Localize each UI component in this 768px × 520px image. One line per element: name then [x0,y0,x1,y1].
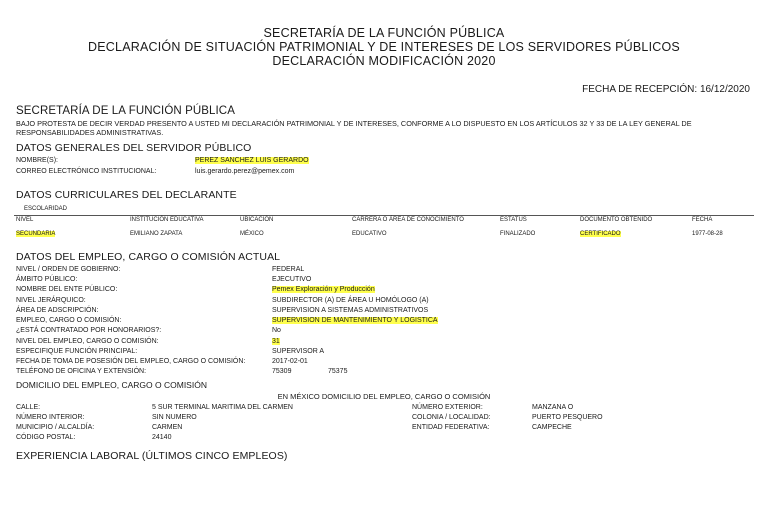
correo-label: CORREO ELECTRÓNICO INSTITUCIONAL: [16,168,157,175]
col-header-institucion: INSTITUCIÓN EDUCATIVA [130,217,204,223]
empleo-value: SUPERVISION DE MANTENIMIENTO Y LOGISTICA [272,317,438,324]
domicilio-label: NÚMERO EXTERIOR: [412,404,483,411]
domicilio-label: ENTIDAD FEDERATIVA: [412,424,490,431]
empleo-value: 31 [272,338,280,345]
cell-estatus: FINALIZADO [500,231,536,237]
empleo-value: FEDERAL [272,266,305,273]
cell-institucion: EMILIANO ZAPATA [130,231,183,237]
domicilio-label: MUNICIPIO / ALCALDÍA: [16,424,95,431]
domicilio-label: CÓDIGO POSTAL: [16,434,76,441]
domicilio-value: MANZANA O [532,404,574,411]
empleo-label: TELÉFONO DE OFICINA Y EXTENSIÓN: [16,368,147,375]
empleo-label: ÁMBITO PÚBLICO: [16,276,78,283]
empleo-label: FECHA DE TOMA DE POSESIÓN DEL EMPLEO, CARGO O COMISIÓN: [16,358,246,365]
empleo-value: Pemex Exploración y Producción [272,286,375,293]
curriculares-title: DATOS CURRICULARES DEL DECLARANTE [16,189,237,201]
fecha-recepcion: FECHA DE RECEPCIÓN: 16/12/2020 [582,84,750,95]
empleo-label: ÁREA DE ADSCRIPCIÓN: [16,307,99,314]
header-line-3: DECLARACIÓN MODIFICACIÓN 2020 [272,54,496,68]
intro-text: BAJO PROTESTA DE DECIR VERDAD PRESENTO A USTED MI DECLARACIÓN PATRIMONIAL Y DE INTERESES, CONFORME A LO DISPUESTO EN LOS ARTÍCULOS 32 Y 33 DE LA LEY GENERAL DE RESPONSABILIDADES ADMINISTRATIVAS. [16,119,692,137]
empleo-label: EMPLEO, CARGO O COMISIÓN: [16,317,122,324]
nombre-label: NOMBRE(S): [16,157,58,164]
domicilio-value: 5 SUR TERMINAL MARITIMA DEL CARMEN [152,404,293,411]
empleo-value-extension: 75375 [328,368,348,375]
correo-value: luis.gerardo.perez@pemex.com [195,168,295,175]
domicilio-title: DOMICILIO DEL EMPLEO, CARGO O COMISIÓN [16,380,207,390]
col-header-ubicacion: UBICACIÓN [240,217,274,223]
domicilio-value: CAMPECHE [532,424,572,431]
empleo-value: SUPERVISOR A [272,348,325,355]
nombre-value: PEREZ SANCHEZ LUIS GERARDO [195,157,309,164]
experiencia-title: EXPERIENCIA LABORAL (ÚLTIMOS CINCO EMPLEOS) [16,450,288,462]
col-header-nivel: NIVEL [16,217,34,223]
cell-documento: CERTIFICADO [580,231,621,237]
header-line-2: DECLARACIÓN DE SITUACIÓN PATRIMONIAL Y DE INTERESES DE LOS SERVIDORES PÚBLICOS [88,40,680,54]
domicilio-label: CALLE: [16,404,41,411]
header-line-1: SECRETARÍA DE LA FUNCIÓN PÚBLICA [263,26,505,40]
empleo-label: NOMBRE DEL ENTE PÚBLICO: [16,286,118,293]
col-header-fecha: FECHA [692,217,713,223]
empleo-value: No [272,327,281,334]
empleo-value: SUBDIRECTOR (A) DE ÁREA U HOMÓLOGO (A) [272,297,429,304]
domicilio-value: PUERTO PESQUERO [532,414,603,421]
domicilio-label: COLONIA / LOCALIDAD: [412,414,491,421]
empleo-label: ¿ESTÁ CONTRATADO POR HONORARIOS?: [16,327,162,334]
empleo-label: NIVEL / ORDEN DE GOBIERNO: [16,266,121,273]
empleo-label: ESPECIFIQUE FUNCIÓN PRINCIPAL: [16,348,138,355]
empleo-label: NIVEL DEL EMPLEO, CARGO O COMISIÓN: [16,338,159,345]
empleo-value: EJECUTIVO [272,276,312,283]
domicilio-label: NÚMERO INTERIOR: [16,414,85,421]
cell-carrera: EDUCATIVO [352,231,387,237]
cell-ubicacion: MÉXICO [240,231,264,237]
col-header-estatus: ESTATUS [500,217,527,223]
domicilio-subtitle: EN MÉXICO DOMICILIO DEL EMPLEO, CARGO O COMISIÓN [277,392,491,401]
domicilio-value: 24140 [152,434,172,441]
domicilio-value: SIN NUMERO [152,414,197,421]
cell-fecha: 1977-08-28 [692,231,723,237]
empleo-title: DATOS DEL EMPLEO, CARGO O COMISIÓN ACTUAL [16,251,281,263]
empleo-value: 75309 [272,368,292,375]
empleo-label: NIVEL JERÁRQUICO: [16,297,86,304]
empleo-value: 2017-02-01 [272,358,308,365]
col-header-carrera: CARRERA O ÁREA DE CONOCIMIENTO [352,217,464,223]
datos-generales-title: DATOS GENERALES DEL SERVIDOR PÚBLICO [16,142,252,154]
cell-nivel: SECUNDARIA [16,231,56,237]
col-header-documento: DOCUMENTO OBTENIDO [580,217,653,223]
domicilio-value: CARMEN [152,424,183,431]
escolaridad-subtitle: ESCOLARIDAD [24,206,68,212]
secretaria-title: SECRETARÍA DE LA FUNCIÓN PÚBLICA [16,105,235,117]
escolaridad-divider [14,215,754,216]
empleo-value: SUPERVISION A SISTEMAS ADMINISTRATIVOS [272,307,429,314]
